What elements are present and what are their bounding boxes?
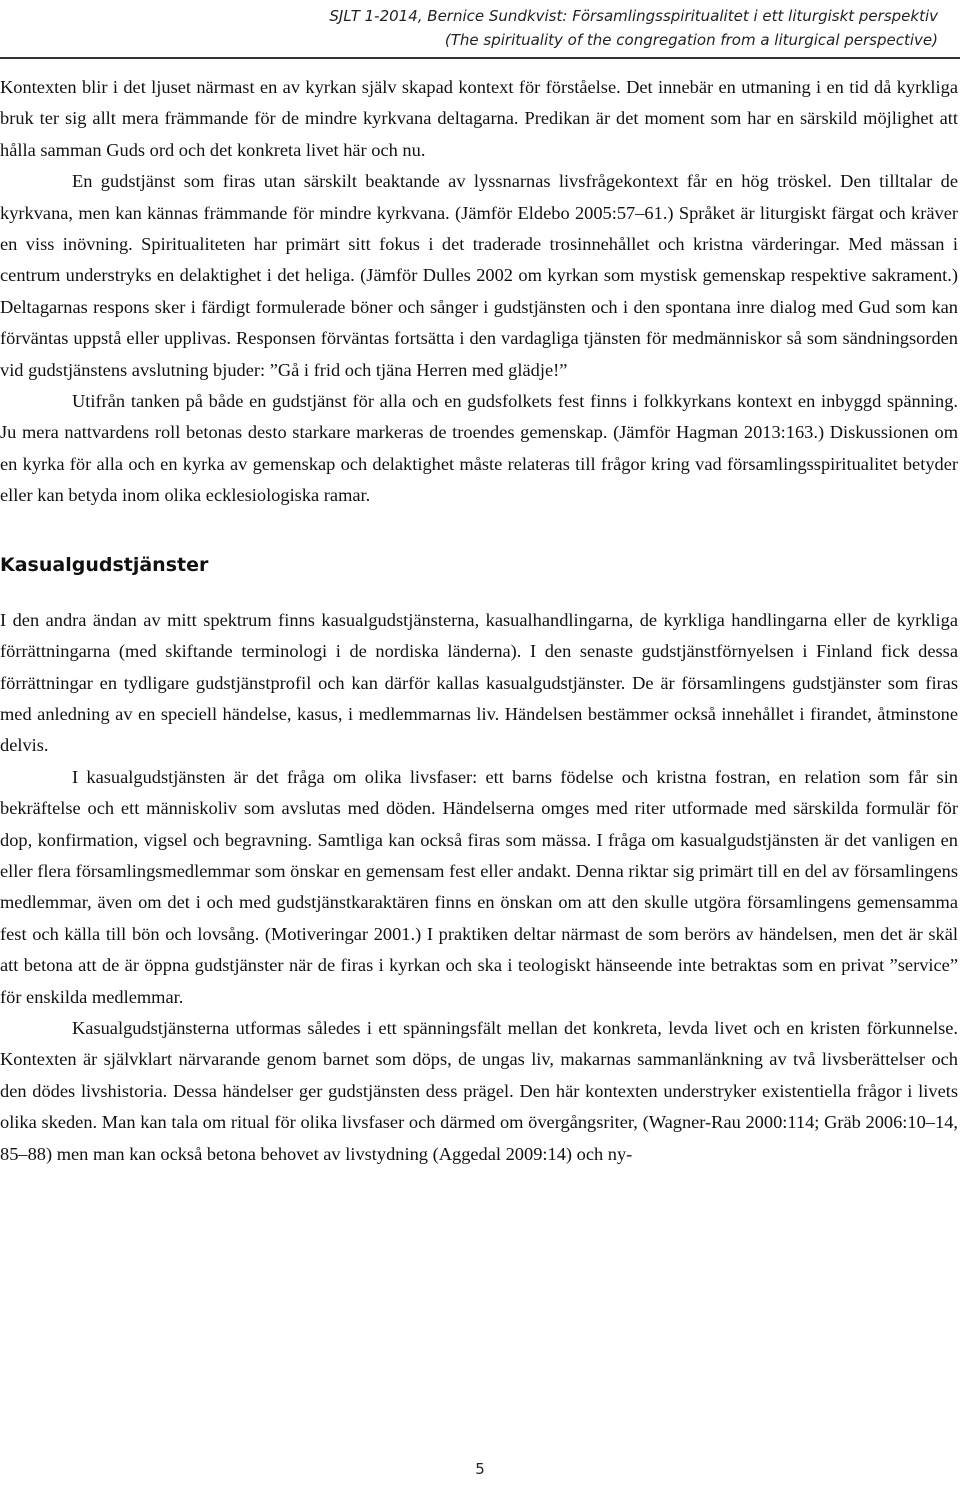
page-number: 5 (475, 1460, 485, 1478)
paragraph: Utifrån tanken på både en gudstjänst för alla och en gudsfolkets fest finns i folkkyrkans kontext en inbyggd spänning. Ju mera nattvardens roll betonas desto starkare markeras de troendes gemenskap. (Jämför Hagman 2013:163.) Diskussionen om en kyrka för alla och en kyrka av gemenskap och delaktighet måste relateras till frågor kring vad församlingsspiritualitet betyder eller kan betyda inom olika ecklesiologiska ramar. (0, 391, 958, 506)
paragraph: Kontexten blir i det ljuset närmast en av kyrkan själv skapad kontext för förståelse. Det innebär en utmaning i en tid då kyrkliga bruk ter sig allt mera främmande för de mindre kyrkvana deltagarna. Predikan är det moment som har en särskild möjlighet att hålla samman Guds ord och det konkreta livet här och nu. (0, 77, 958, 160)
paragraph: Kasualgudstjänsterna utformas således i ett spänningsfält mellan det konkreta, levda livet och en kristen förkunnelse. Kontexten är självklart närvarande genom barnet som döps, de ungas liv, makarnas sammanlänkning av två livsberättelser och den dödes livshistoria. Dessa händelser ger gudstjänsten dess prägel. Den här kontexten understryker existentiella frågor i livets olika skeden. Man kan tala om ritual för olika livsfaser och därmed om övergångsriter, (Wagner-Rau 2000:114; Gräb 2006:10–14, 85–88) men man kan också betona behovet av livstydning (Aggedal 2009:14) och ny- (0, 1017, 958, 1164)
header-title: SJLT 1-2014, Bernice Sundkvist: Församlingsspiritualitet i ett liturgiskt perspektiv (329, 7, 938, 25)
body-text (0, 72, 958, 1170)
paragraph: I den andra ändan av mitt spektrum finns kasualgudstjänsterna, kasualhandlingarna, de kyrkliga handlingarna eller de kyrkliga förrättningarna (med skiftande terminologi i de nordiska länderna). I den senaste gudstjänstförnyelsen i Finland fick dessa förrättningar en tydligare gudstjänstprofil och kan därför kallas kasualgudstjänster. De är församlingens gudstjänster som firas med anledning av en speciell händelse, kasus, i medlemmarnas liv. Händelsen bestämmer också innehållet i firandet, åtminstone delvis. (0, 609, 958, 756)
paragraph: I kasualgudstjänsten är det fråga om olika livsfaser: ett barns födelse och kristna fostran, en relation som får sin bekräftelse och ett människoliv som avslutas med döden. Händelserna omges med riter utformade med särskilda formulär för dop, konfirmation, vigsel och begravning. Samtliga kan också firas som mässa. I fråga om kasualgudstjänsten är det vanligen en eller flera församlingsmedlemmar som önskar en gemensam fest eller andakt. Denna riktar sig primärt till en del av församlingens medlemmar, även om det i och med gudstjänstkaraktären finns en önskan om att den skulle utgöra församlingens gemensamma fest och källa till bön och lovsång. (Motiveringar 2001.) I praktiken deltar närmast de som berörs av händelsen, men det är skäl att betona att de är öppna gudstjänster när de firas i kyrkan och ska i teologiskt hänseende inte betraktas som en privat ”service” för enskilda medlemmar. (0, 766, 958, 1007)
running-header (329, 4, 938, 52)
paragraph: En gudstjänst som firas utan särskilt beaktande av lyssnarnas livsfrågekontext får en hög tröskel. Den tilltalar de kyrkvana, men kan kännas främmande för mindre kyrkvana. (Jämför Eldebo 2005:57–61.) Språket är liturgiskt färgat och kräver en viss inövning. Spiritualiteten har primärt sitt fokus i det traderade trosinnehållet och kristna värderingar. Med mässan i centrum understryks en delaktighet i det heliga. (Jämför Dulles 2002 om kyrkan som mystisk gemenskap respektive sakrament.) Deltagarnas respons sker i färdigt formulerade böner och sånger i gudstjänsten och i den spontana inre dialog med Gud som kan förväntas uppstå eller upplivas. Responsen förväntas fortsätta i den vardagliga tjänsten för medmänniskor så som sändningsorden vid gudstjänstens avslutning bjuder: ”Gå i frid och tjäna Herren med glädje!” (0, 171, 958, 380)
section-heading: Kasualgudstjänster (0, 553, 209, 576)
header-subtitle: (The spirituality of the congregation from a liturgical perspective) (444, 31, 938, 49)
header-divider (0, 57, 960, 59)
